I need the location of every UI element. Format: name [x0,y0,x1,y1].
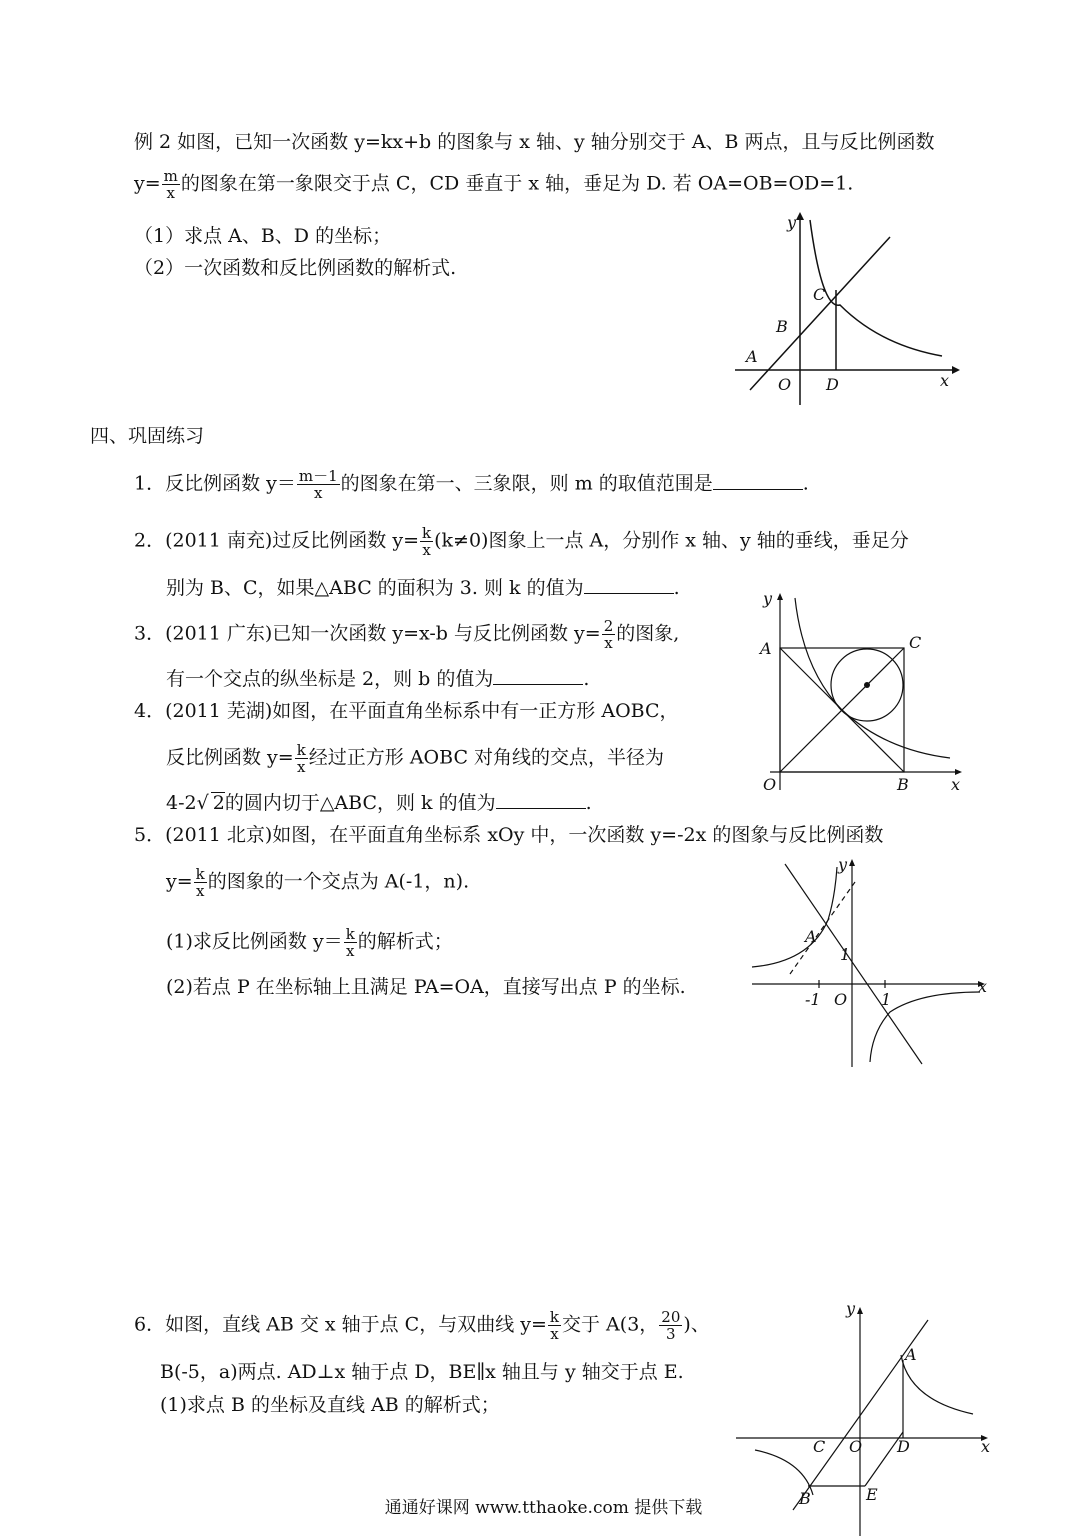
period: . [802,472,809,495]
fraction-numerator: 2 [603,617,614,635]
fraction-denominator: x [166,184,175,202]
fraction-denominator: x [314,484,323,502]
problem-4-text: 4-2 [166,792,197,814]
problem-3-text: 有一个交点的纵坐标是 2，则 b 的值为 [166,668,494,690]
problem-6-text: 交于 A(3， [562,1313,659,1336]
problem-4-line3: 4-2√ 2的圆内切于△ABC，则 k 的值为 . [166,792,592,814]
label-x: x [951,775,961,794]
label-o: O [849,1437,863,1456]
label-1-x: 1 [881,990,892,1009]
problem-4-text: 经过正方形 AOBC 对角线的交点，半径为 [308,746,665,769]
label-a: A [760,639,772,658]
period: . [585,792,592,814]
fraction [602,618,616,651]
fraction-denominator: x [422,541,431,559]
y-axis-arrow-icon [857,1307,863,1314]
fraction-numerator: k [195,865,205,883]
fraction-denominator: x [550,1325,559,1343]
label-b: B [799,1489,811,1508]
problem-5-text: 的图象的一个交点为 A(-1，n). [207,870,470,893]
example2-question-1: （1）求点 A、B、D 的坐标； [134,225,392,247]
label-x: x [940,371,950,390]
linear-function-line [750,237,890,390]
problem-5: 5．(2011 北京)如图，在平面直角坐标系 xOy 中，一次函数 y=-2x 的图象与反比例函数 [134,824,884,846]
problem-2-text: 2．(2011 南充)过反比例函数 y= [134,529,420,552]
label-c: C [813,285,826,304]
problem-5-text: y= [166,870,193,893]
label-neg1: -1 [805,990,821,1009]
fraction-denominator: 3 [666,1325,676,1343]
problem-4: 4．(2011 芜湖)如图，在平面直角坐标系中有一正方形 AOBC， [134,700,679,722]
problem-2-line2 [166,575,680,600]
fraction-denominator: x [195,882,205,900]
problem-6-question-1: (1)求点 B 的坐标及直线 AB 的解析式； [160,1394,500,1416]
label-x: x [978,977,988,996]
label-d: D [897,1437,910,1456]
example2-figure [730,210,960,410]
label-b: B [897,775,909,794]
problem-4-text: 的圆内切于△ABC，则 k 的值为 [224,792,496,814]
y-axis-arrow-icon [849,859,855,866]
problem-1-text: 的图象在第一、三象限，则 m 的取值范围是 [340,472,713,495]
problem-3-line2 [166,666,589,691]
period: . [673,577,680,599]
fraction [162,168,180,201]
label-a: A [905,1345,917,1364]
fraction-numerator: k [422,524,432,542]
problem-6-text: 6．如图，直线 AB 交 x 轴于点 C，与双曲线 y= [134,1313,547,1336]
problem-5-figure [750,852,990,1072]
label-o: O [834,990,848,1009]
label-y: y [763,589,773,608]
fraction [297,468,340,501]
problem-5-text: 的解析式； [357,930,453,953]
fraction-numerator: k [549,1308,560,1326]
problem-5-question-2: (2)若点 P 在坐标轴上且满足 PA=OA，直接写出点 P 的坐标. [166,976,686,998]
answer-blank[interactable] [496,790,586,809]
label-o: O [763,775,777,794]
fraction-numerator: k [345,925,355,943]
problem-1 [134,468,809,501]
fraction [344,926,357,959]
label-1-y: 1 [840,945,851,964]
label-c: C [909,633,922,652]
fraction-numerator: 20 [661,1308,681,1326]
fraction-denominator: x [604,634,613,652]
footer: 通通好课网 www.tthaoke.com 提供下载 [384,1498,703,1518]
problem-3-text: 的图象, [616,622,680,645]
problem-6-line2: B(-5，a)两点. AD⊥x 轴于点 D，BE∥x 轴且与 y 轴交于点 E. [160,1361,684,1383]
problem-3-text: 3．(2011 广东)已知一次函数 y=x-b 与反比例函数 y= [134,622,601,645]
section-title: 四、巩固练习 [90,425,205,447]
label-x: x [981,1437,991,1456]
example2-line2 [134,168,853,201]
line-y-neg2x [785,864,922,1064]
fraction-denominator: x [346,942,355,960]
sqrt-radicand: 2 [212,792,225,814]
label-d: D [826,375,839,394]
fraction [548,1309,561,1342]
problem-6 [134,1309,710,1342]
label-o: O [778,375,792,394]
hyperbola-branch-left [752,867,837,967]
problem-1-text: 1．反比例函数 y＝ [134,472,296,495]
label-y: y [787,213,797,232]
problem-5-line2 [166,866,469,899]
example2-line2-prefix: y= [134,172,161,195]
y-axis-arrow-icon [777,593,783,600]
label-c: C [813,1437,826,1456]
fraction [659,1309,682,1342]
fraction [420,525,433,558]
answer-blank[interactable] [713,471,803,490]
problem-2 [134,525,909,558]
y-axis-arrow-icon [796,212,804,220]
label-y: y [838,855,848,874]
fraction-denominator: x [297,758,306,776]
label-a: A [746,347,758,366]
label-e: E [866,1485,878,1504]
hyperbola-curve [810,220,942,356]
example2-line2-suffix: 的图象在第一象限交于点 C，CD 垂直于 x 轴，垂足为 D. 若 OA=OB=OD=1. [180,172,854,195]
fraction-numerator: k [296,741,306,759]
fraction [295,742,308,775]
label-b: B [776,317,788,336]
period: . [583,668,590,690]
fraction [194,866,207,899]
example2-line1: 例 2 如图，已知一次函数 y=kx+b 的图象与 x 轴、y 轴分别交于 A、B 两点，且与反比例函数 [134,131,935,153]
problem-6-text: )、 [683,1313,710,1336]
answer-blank[interactable] [584,575,674,594]
problem-2-text: 别为 B、C，如果△ABC 的面积为 3. 则 k 的值为 [166,577,584,599]
example2-question-2: （2）一次函数和反比例函数的解析式. [134,257,457,279]
problem-2-text: (k≠0)图象上一点 A，分别作 x 轴、y 轴的垂线，垂足分 [434,529,909,552]
x-axis-arrow-icon [952,366,960,374]
label-a: A [805,927,817,946]
answer-blank[interactable] [493,666,583,685]
label-y: y [846,1299,856,1318]
problem-4-line2 [166,742,664,775]
circle-center [864,682,870,688]
problem-5-text: (1)求反比例函数 y＝ [166,930,343,953]
problem-4-figure [755,590,965,800]
fraction-numerator: m－1 [298,467,338,485]
problem-4-text: 反比例函数 y= [166,746,294,769]
problem-5-question-1 [166,926,453,959]
problem-3 [134,618,679,651]
fraction-numerator: m [163,167,178,185]
